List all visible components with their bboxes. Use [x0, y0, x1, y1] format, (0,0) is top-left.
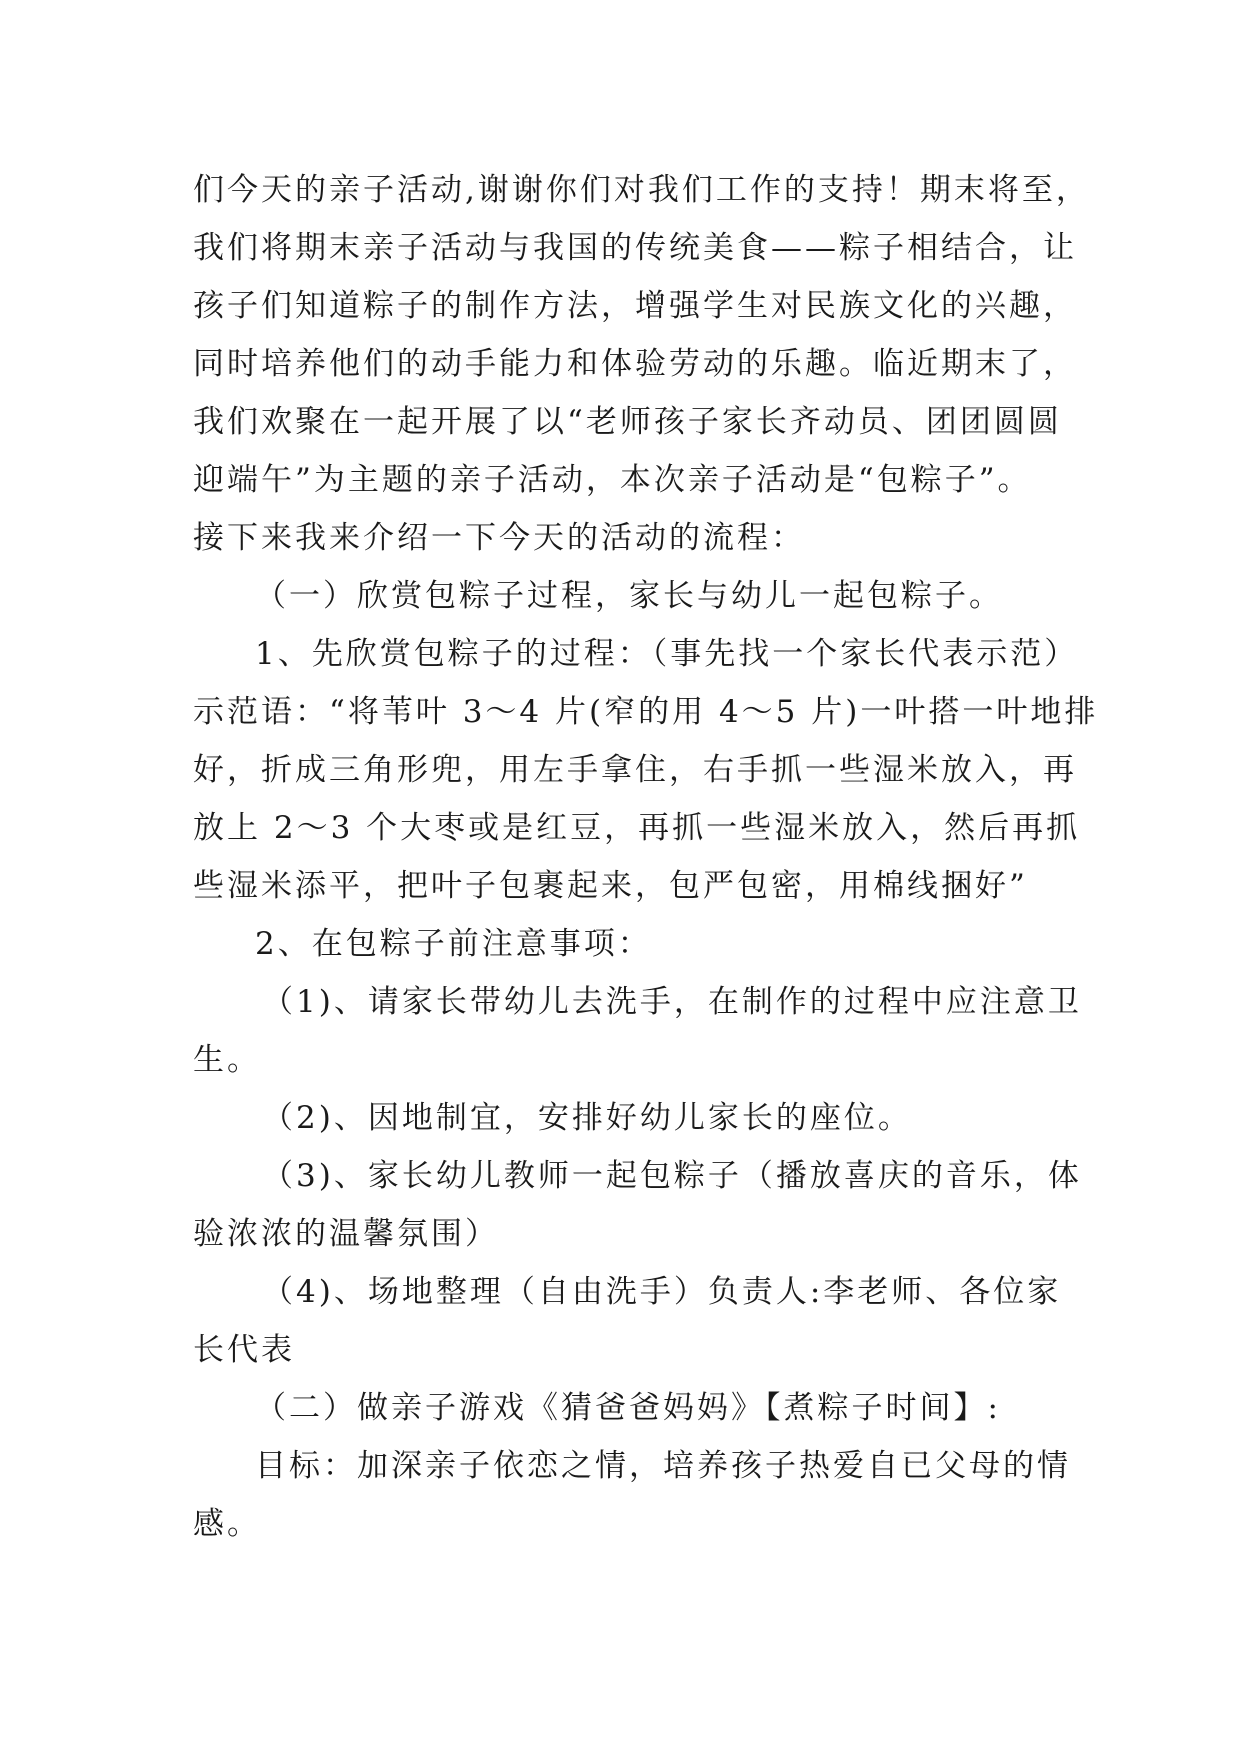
paragraph-line: 验浓浓的温馨氛围） [193, 1216, 499, 1252]
paragraph-line: 我们将期末亲子活动与我国的传统美食——粽子相结合，让 [193, 230, 1077, 266]
list-item: 2、在包粽子前注意事项： [255, 926, 652, 962]
list-item: 1、先欣赏包粽子的过程：（事先找一个家长代表示范） [255, 636, 1079, 672]
section-heading: （一）欣赏包粽子过程，家长与幼儿一起包粽子。 [255, 578, 1003, 614]
list-item: （3)、家长幼儿教师一起包粽子（播放喜庆的音乐，体 [262, 1158, 1082, 1194]
section-heading: （二）做亲子游戏《猜爸爸妈妈》【煮粽子时间】: [255, 1390, 1001, 1426]
paragraph-line: 示范语：“将苇叶 3～4 片(窄的用 4～5 片)一叶搭一叶地排 [193, 694, 1099, 730]
paragraph-line: 同时培养他们的动手能力和体验劳动的乐趣。临近期末了， [193, 346, 1077, 382]
paragraph-line: 长代表 [193, 1332, 295, 1368]
list-item: （4)、场地整理（自由洗手）负责人:李老师、各位家 [262, 1274, 1062, 1310]
paragraph-line: 放上 2～3 个大枣或是红豆，再抓一些湿米放入，然后再抓 [193, 810, 1081, 846]
paragraph-line: 生。 [193, 1042, 261, 1078]
list-item: （1)、请家长带幼儿去洗手，在制作的过程中应注意卫 [262, 984, 1082, 1020]
paragraph-line: 我们欢聚在一起开展了以“老师孩子家长齐动员、团团圆圆 [193, 404, 1062, 440]
paragraph-line: 孩子们知道粽子的制作方法，增强学生对民族文化的兴趣， [193, 288, 1077, 324]
paragraph-line: 好，折成三角形兜，用左手拿住，右手抓一些湿米放入，再 [193, 752, 1077, 788]
paragraph-line: 些湿米添平，把叶子包裹起来，包严包密，用棉线捆好” [193, 868, 1028, 904]
paragraph-line: 目标：加深亲子依恋之情，培养孩子热爱自已父母的情 [255, 1448, 1071, 1484]
paragraph-line: 接下来我来介绍一下今天的活动的流程： [193, 520, 805, 556]
paragraph-line: 们今天的亲子活动,谢谢你们对我们工作的支持！期末将至， [193, 172, 1090, 208]
paragraph-line: 迎端午”为主题的亲子活动，本次亲子活动是“包粽子”。 [193, 462, 1032, 498]
paragraph-line: 感。 [193, 1506, 261, 1542]
list-item: （2)、因地制宜，安排好幼儿家长的座位。 [262, 1100, 912, 1136]
